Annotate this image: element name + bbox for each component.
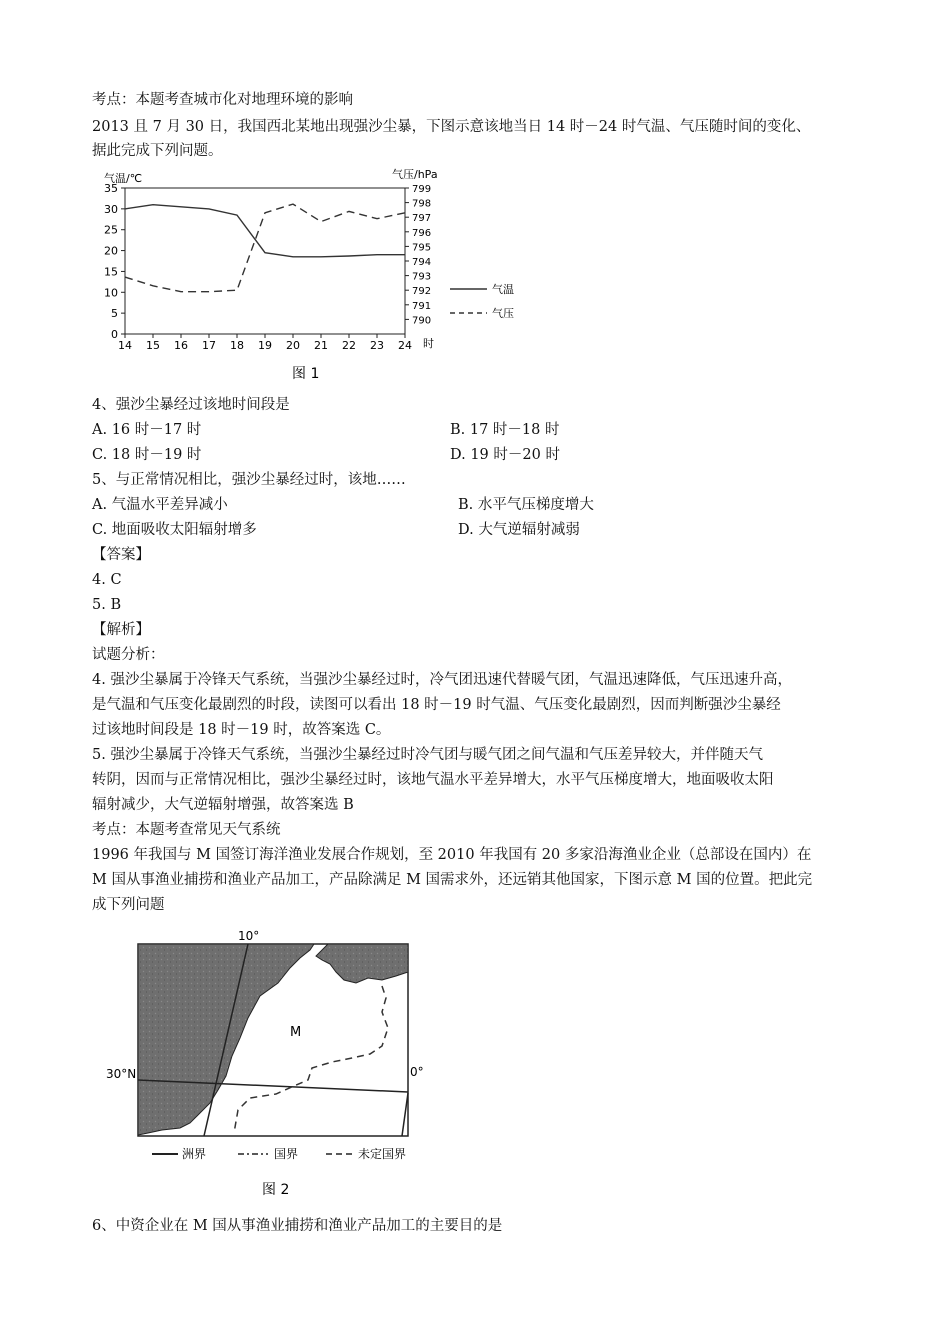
chart-left-axis — [104, 182, 125, 341]
map-lon-label: 10° — [238, 929, 260, 943]
map-lat-label: 30°N — [106, 1067, 137, 1081]
x-tick-label: 15 — [146, 339, 160, 352]
chart-caption: 图 1 — [292, 366, 320, 382]
question-5: 5、与正常情况相比，强沙尘暴经过时，该地…… — [92, 472, 406, 488]
q4-option-c[interactable]: C. 18 时－19 时 — [92, 447, 202, 463]
left-tick-label: 10 — [104, 286, 118, 300]
passage-1-line-2: 据此完成下列问题。 — [92, 143, 223, 159]
temperature-pressure-chart — [92, 160, 552, 392]
left-tick-label: 15 — [104, 265, 118, 279]
chart-x-axis — [118, 334, 412, 352]
left-tick-label: 0 — [111, 328, 118, 341]
question-4: 4、强沙尘暴经过该地时间段是 — [92, 397, 290, 413]
x-tick-label: 22 — [342, 339, 356, 352]
x-tick-label: 14 — [118, 339, 132, 352]
explanation-4-line-2: 是气温和气压变化最剧烈的时段，读图可以看出 18 时－19 时气温、气压变化最剧烈，因而判断强沙尘暴经 — [92, 697, 781, 713]
right-tick-label: 798 — [412, 198, 432, 210]
legend-border-label: 国界 — [274, 1147, 299, 1161]
map-country-label: M — [290, 1025, 302, 1040]
country-m-map — [100, 928, 430, 1208]
x-tick-label: 20 — [286, 339, 300, 352]
chart-ylabel-left: 气温/℃ — [104, 172, 143, 185]
x-tick-label: 16 — [174, 339, 188, 352]
explanation-4-line-1: 4. 强沙尘暴属于冷锋天气系统，当强沙尘暴经过时，冷气团迅速代替暖气团，气温迅速降低，气压迅速升高， — [92, 672, 792, 688]
passage-1-line-1: 2013 且 7 月 30 日，我国西北某地出现强沙尘暴，下图示意该地当日 14 时－24 时气温、气压随时间的变化、 — [92, 119, 811, 135]
question-6: 6、中资企业在 M 国从事渔业捕捞和渔业产品加工的主要目的是 — [92, 1218, 503, 1234]
answer-5: 5. B — [92, 597, 122, 613]
topic-note-2: 考点：本题考查常见天气系统 — [92, 822, 281, 838]
map-caption: 图 2 — [262, 1182, 290, 1198]
explanation-5-line-1: 5. 强沙尘暴属于冷锋天气系统，当强沙尘暴经过时冷气团与暖气团之间气温和气压差异较大，并伴随天气 — [92, 747, 763, 763]
answer-heading: 【答案】 — [92, 547, 150, 563]
passage-2-line-1: 1996 年我国与 M 国签订海洋渔业发展合作规划，至 2010 年我国有 20 多家沿海渔业企业（总部设在国内）在 — [92, 847, 812, 863]
q4-option-b[interactable]: B. 17 时－18 时 — [450, 422, 560, 438]
left-tick-label: 5 — [111, 307, 118, 321]
q5-option-a[interactable]: A. 气温水平差异减小 — [92, 497, 228, 513]
right-tick-label: 799 — [412, 184, 432, 195]
legend-continent-label: 洲界 — [182, 1147, 207, 1161]
left-tick-label: 20 — [104, 244, 118, 258]
x-tick-label: 19 — [258, 339, 272, 352]
chart-xlabel: 时 — [423, 337, 434, 350]
explanation-5-line-3: 辐射减少，大气逆辐射增强，故答案选 B — [92, 797, 354, 813]
right-tick-label: 792 — [412, 286, 432, 298]
chart-right-axis — [405, 184, 431, 326]
right-tick-label: 796 — [412, 227, 432, 239]
right-tick-label: 797 — [412, 213, 432, 225]
passage-2-line-2: M 国从事渔业捕捞和渔业产品加工，产品除满足 M 国需求外，还远销其他国家，下图示意 M 国的位置。把此完 — [92, 872, 813, 888]
legend-temperature-label: 气温 — [492, 283, 514, 296]
x-tick-label: 23 — [370, 339, 384, 352]
chart-plot-frame — [125, 188, 405, 334]
explanation-5-line-2: 转阴，因而与正常情况相比，强沙尘暴经过时，该地气温水平差异增大，水平气压梯度增大，地面吸收太阳 — [92, 772, 774, 788]
legend-pressure-label: 气压 — [492, 307, 514, 320]
left-tick-label: 25 — [104, 223, 118, 237]
q4-option-d[interactable]: D. 19 时－20 时 — [450, 447, 560, 463]
passage-2-line-3: 成下列问题 — [92, 897, 165, 913]
q5-option-b[interactable]: B. 水平气压梯度增大 — [458, 497, 594, 513]
right-tick-label: 790 — [412, 315, 432, 327]
right-tick-label: 794 — [412, 257, 432, 268]
q4-option-a[interactable]: A. 16 时－17 时 — [92, 422, 202, 438]
right-tick-label: 791 — [412, 300, 432, 312]
left-tick-label: 30 — [104, 202, 118, 216]
series-line-pressure — [125, 204, 405, 292]
legend-undetermined-label: 未定国界 — [358, 1147, 407, 1161]
x-tick-label: 21 — [314, 339, 328, 352]
q5-option-d[interactable]: D. 大气逆辐射减弱 — [458, 522, 580, 538]
topic-note-1: 考点：本题考查城市化对地理环境的影响 — [92, 92, 353, 108]
answer-4: 4. C — [92, 572, 122, 588]
x-tick-label: 18 — [230, 339, 244, 352]
q5-option-c[interactable]: C. 地面吸收太阳辐射增多 — [92, 522, 257, 538]
explanation-subheading: 试题分析： — [92, 647, 165, 663]
left-tick-label: 35 — [104, 182, 118, 195]
explanation-4-line-3: 过该地时间段是 18 时－19 时，故答案选 C。 — [92, 722, 391, 738]
chart-ylabel-right: 气压/hPa — [392, 168, 438, 181]
right-tick-label: 793 — [412, 271, 432, 283]
x-tick-label: 24 — [398, 339, 412, 352]
right-tick-label: 795 — [412, 242, 432, 254]
explanation-heading: 【解析】 — [92, 622, 150, 638]
map-zero-label: 0° — [410, 1065, 424, 1079]
x-tick-label: 17 — [202, 339, 216, 352]
